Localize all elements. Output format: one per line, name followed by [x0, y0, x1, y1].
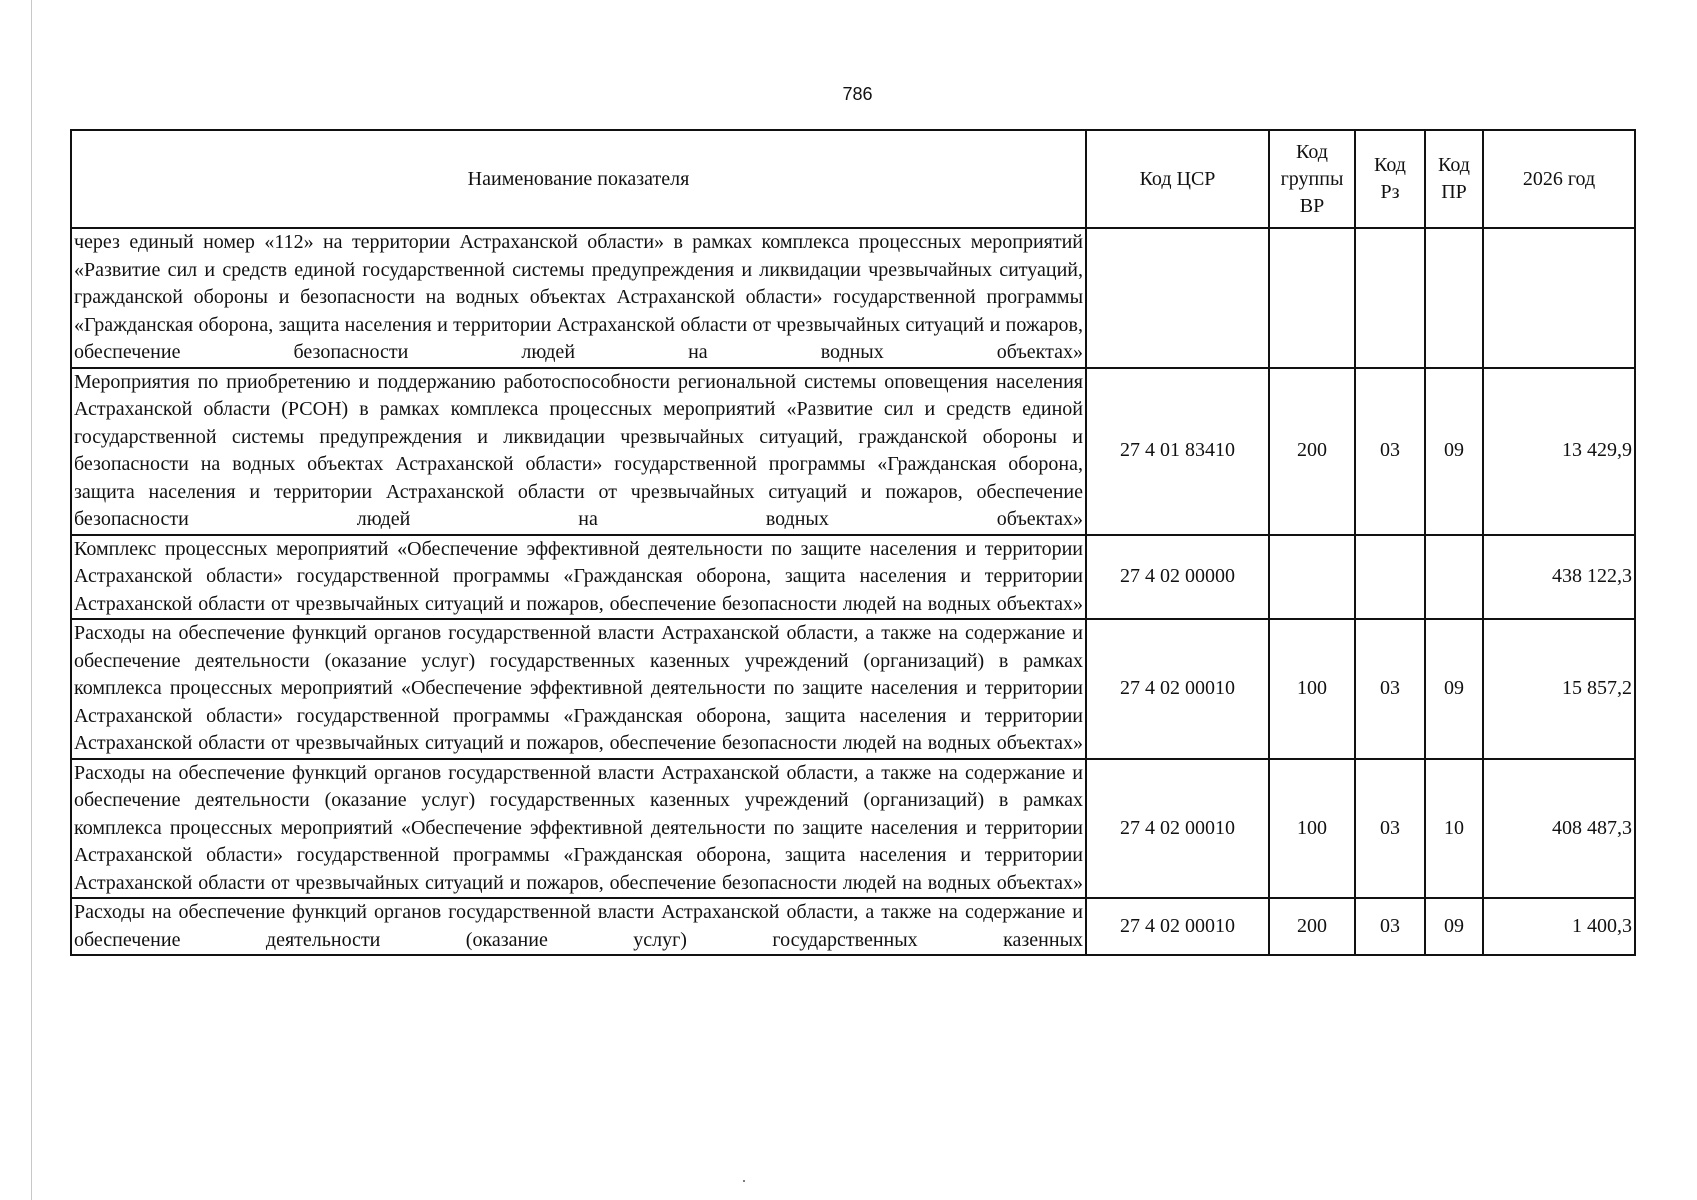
row-pr: 09 [1425, 368, 1483, 535]
row-amount: 408 487,3 [1483, 759, 1635, 899]
table-header-row [71, 130, 1635, 228]
header-year: 2026 год [1483, 130, 1635, 228]
row-pr: 09 [1425, 898, 1483, 955]
row-pr: 10 [1425, 759, 1483, 899]
row-pr [1425, 228, 1483, 368]
row-name: через единый номер «112» на территории Астраханской области» в рамках комплекса процессных мероприятий «Развитие сил и средств единой государственной системы предупреждения и ликвидации чрезвычайных ситуаций, гражданской обороны и безопасности на водных объектах Астраханской области» государственной программы «Гражданская оборона, защита населения и территории Астраханской области от чрезвычайных ситуаций и пожаров, обеспечение безопасности людей на водных объектах» [71, 228, 1086, 368]
row-vr [1269, 535, 1355, 620]
row-name: Мероприятия по приобретению и поддержанию работоспособности региональной системы оповещения населения Астраханской области (РСОН) в рамках комплекса процессных мероприятий «Развитие сил и средств единой государственной системы предупреждения и ликвидации чрезвычайных ситуаций, гражданской обороны и безопасности на водных объектах Астраханской области» государственной программы «Гражданская оборона, защита населения и территории Астраханской области от чрезвычайных ситуаций и пожаров, обеспечение безопасности людей на водных объектах» [71, 368, 1086, 535]
row-rz: 03 [1355, 368, 1425, 535]
row-amount: 13 429,9 [1483, 368, 1635, 535]
row-vr: 100 [1269, 619, 1355, 759]
table-row [71, 619, 1635, 759]
row-rz: 03 [1355, 619, 1425, 759]
row-amount: 438 122,3 [1483, 535, 1635, 620]
table-row [71, 535, 1635, 620]
row-pr: 09 [1425, 619, 1483, 759]
row-vr [1269, 228, 1355, 368]
budget-table [70, 129, 1636, 956]
row-name: Комплекс процессных мероприятий «Обеспечение эффективной деятельности по защите населения и территории Астраханской области» государственной программы «Гражданская оборона, защита населения и территории Астраханской области от чрезвычайных ситуаций и пожаров, обеспечение безопасности людей на водных объектах» [71, 535, 1086, 620]
row-rz [1355, 228, 1425, 368]
row-rz: 03 [1355, 759, 1425, 899]
page-number: 786 [842, 84, 873, 104]
header-rz: Код Рз [1355, 130, 1425, 228]
row-pr [1425, 535, 1483, 620]
table-row [71, 368, 1635, 535]
row-rz: 03 [1355, 898, 1425, 955]
row-amount: 1 400,3 [1483, 898, 1635, 955]
header-csr: Код ЦСР [1086, 130, 1269, 228]
table-row [71, 228, 1635, 368]
row-name: Расходы на обеспечение функций органов государственной власти Астраханской области, а также на содержание и обеспечение деятельности (оказание услуг) государственных казенных учреждений (организаций) в рамках комплекса процессных мероприятий «Обеспечение эффективной деятельности по защите населения и территории Астраханской области» государственной программы «Гражданская оборона, защита населения и территории Астраханской области от чрезвычайных ситуаций и пожаров, обеспечение безопасности людей на водных объектах» [71, 619, 1086, 759]
row-vr: 200 [1269, 898, 1355, 955]
scan-speck [743, 1180, 745, 1182]
row-csr: 27 4 02 00010 [1086, 759, 1269, 899]
header-name: Наименование показателя [71, 130, 1086, 228]
row-rz [1355, 535, 1425, 620]
row-csr: 27 4 01 83410 [1086, 368, 1269, 535]
row-name: Расходы на обеспечение функций органов государственной власти Астраханской области, а также на содержание и обеспечение деятельности (оказание услуг) государственных казенных [71, 898, 1086, 955]
row-csr: 27 4 02 00010 [1086, 619, 1269, 759]
header-pr: Код ПР [1425, 130, 1483, 228]
row-amount [1483, 228, 1635, 368]
scan-edge-line [31, 0, 32, 1200]
row-csr: 27 4 02 00010 [1086, 898, 1269, 955]
table-row [71, 898, 1635, 955]
row-name: Расходы на обеспечение функций органов государственной власти Астраханской области, а также на содержание и обеспечение деятельности (оказание услуг) государственных казенных учреждений (организаций) в рамках комплекса процессных мероприятий «Обеспечение эффективной деятельности по защите населения и территории Астраханской области» государственной программы «Гражданская оборона, защита населения и территории Астраханской области от чрезвычайных ситуаций и пожаров, обеспечение безопасности людей на водных объектах» [71, 759, 1086, 899]
row-csr: 27 4 02 00000 [1086, 535, 1269, 620]
row-vr: 100 [1269, 759, 1355, 899]
row-vr: 200 [1269, 368, 1355, 535]
header-vr: Код группы ВР [1269, 130, 1355, 228]
row-amount: 15 857,2 [1483, 619, 1635, 759]
row-csr [1086, 228, 1269, 368]
table-row [71, 759, 1635, 899]
